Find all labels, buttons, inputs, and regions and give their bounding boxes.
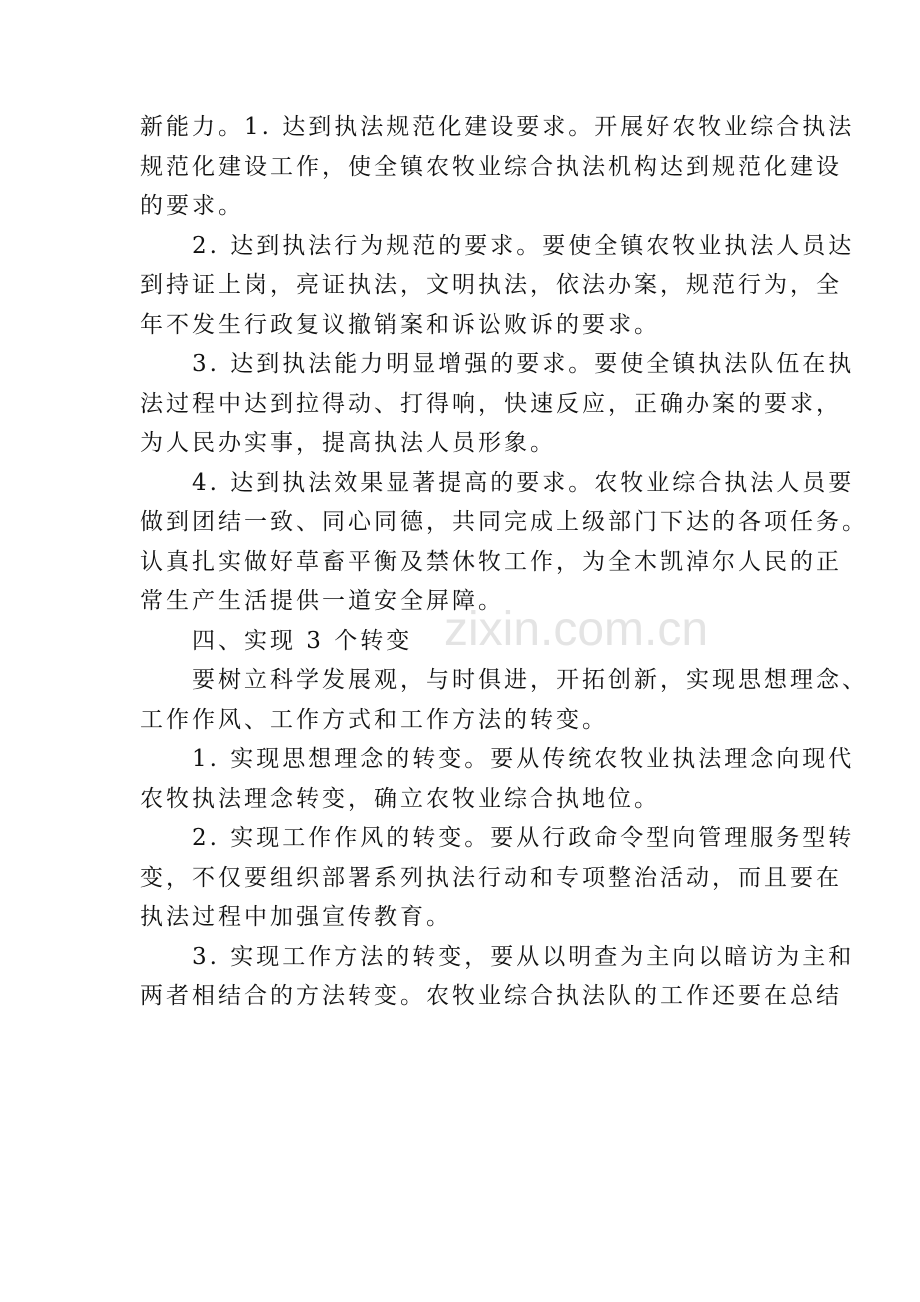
text-line: 两者相结合的方法转变。农牧业综合执法队的工作还要在总结 xyxy=(140,983,842,1009)
text-line: 3. 实现工作方法的转变，要从以明查为主向以暗访为主和 xyxy=(140,943,855,970)
text-line: 新能力。1. 达到执法规范化建设要求。开展好农牧业综合执法 xyxy=(140,114,855,140)
text-line: 农牧执法理念转变，确立农牧业综合执地位。 xyxy=(140,785,660,812)
document-body-text xyxy=(140,108,868,1017)
text-line: 年不发生行政复议撤销案和诉讼败诉的要求。 xyxy=(140,311,660,338)
text-line: 3. 达到执法能力明显增强的要求。要使全镇执法队伍在执 xyxy=(140,351,855,377)
text-line: 2. 实现工作作风的转变。要从行政命令型向管理服务型转 xyxy=(140,825,855,851)
text-line: 做到团结一致、同心同德，共同完成上级部门下达的各项任务。 xyxy=(140,509,868,535)
text-line: 规范化建设工作，使全镇农牧业综合执法机构达到规范化建设 xyxy=(140,153,842,180)
text-line: 为人民办实事，提高执法人员形象。 xyxy=(140,430,556,456)
text-line: 要树立科学发展观，与时俱进，开拓创新，实现思想理念、 xyxy=(140,667,868,693)
text-line: 4. 达到执法效果显著提高的要求。农牧业综合执法人员要 xyxy=(140,469,855,496)
text-line: 法过程中达到拉得动、打得响，快速反应，正确办案的要求， xyxy=(140,390,842,417)
text-line: 执法过程中加强宣传教育。 xyxy=(140,904,452,930)
text-line: 工作作风、工作方式和工作方法的转变。 xyxy=(140,706,608,733)
text-line: 1. 实现思想理念的转变。要从传统农牧业执法理念向现代 xyxy=(140,746,855,772)
text-line: 的要求。 xyxy=(140,193,244,219)
text-line: 到持证上岗，亮证执法，文明执法，依法办案，规范行为，全 xyxy=(140,272,842,298)
text-line: 2. 达到执法行为规范的要求。要使全镇农牧业执法人员达 xyxy=(140,232,855,259)
text-line: 认真扎实做好草畜平衡及禁休牧工作，为全木凯淖尔人民的正 xyxy=(140,548,842,575)
text-line: 变，不仅要组织部署系列执法行动和专项整治活动，而且要在 xyxy=(140,864,842,891)
text-line: 常生产生活提供一道安全屏障。 xyxy=(140,588,504,614)
section-heading: 四、实现 3 个转变 xyxy=(140,627,413,654)
watermark: zixin.com.cn xyxy=(444,603,709,656)
